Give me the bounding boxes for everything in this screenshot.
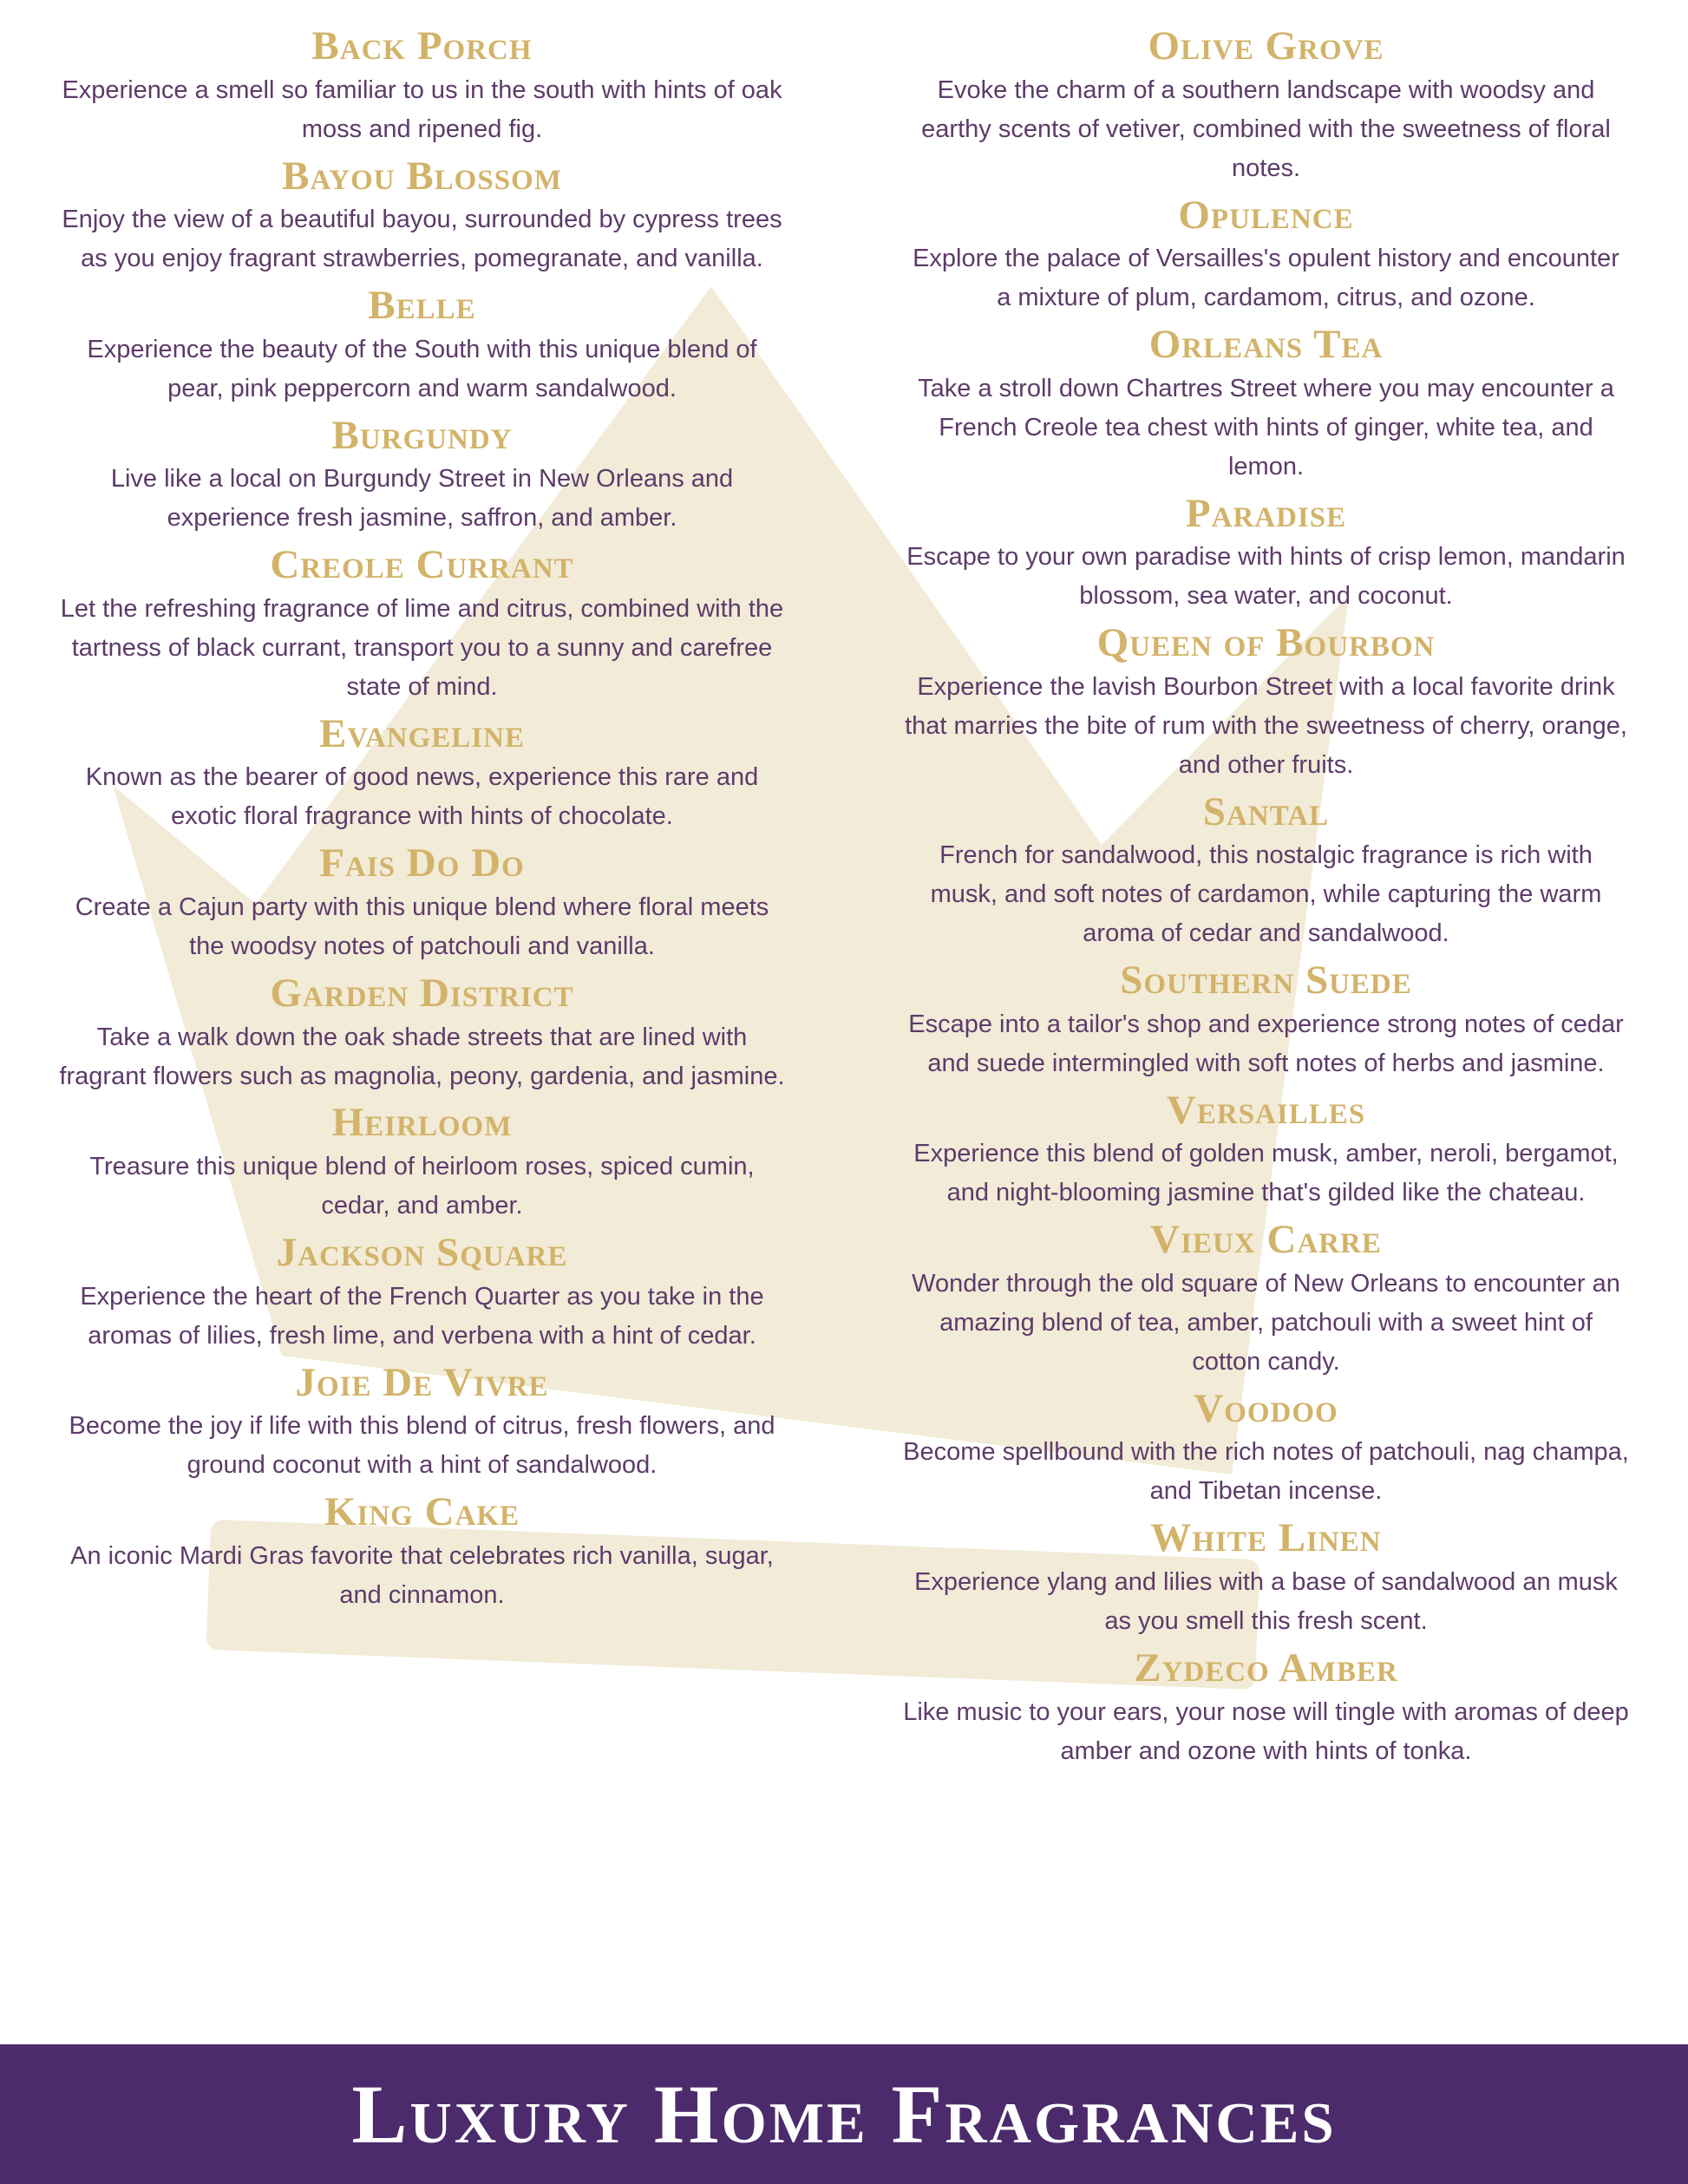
- fragrance-name: White Linen: [1150, 1515, 1382, 1561]
- fragrance-description: Take a walk down the oak shade streets that are lined with fragrant flowers such as magnolia, peony, gardenia, and jasmine.: [59, 1023, 785, 1090]
- fragrance-description: Become the joy if life with this blend of citrus, fresh flowers, and ground coconut with a hint of sandalwood.: [69, 1412, 775, 1480]
- fragrance-jackson-square: [59, 1231, 785, 1356]
- fragrance-joie-de-vivre: [59, 1361, 785, 1486]
- fragrance-description: An iconic Mardi Gras favorite that celebrates rich vanilla, sugar, and cinnamon.: [70, 1541, 774, 1609]
- fragrance-description: Explore the palace of Versailles's opulent history and encounter a mixture of plum, cardamom, citrus, and ozone.: [913, 245, 1619, 312]
- fragrance-description: Experience the lavish Bourbon Street with a local favorite drink that marries the bite of rum with the sweetness of cherry, orange, and other fruits.: [905, 672, 1627, 779]
- fragrance-voodoo: [903, 1387, 1629, 1512]
- fragrance-name: Burgundy: [331, 412, 513, 458]
- fragrance-belle: [59, 284, 785, 409]
- fragrance-name: Voodoo: [1194, 1385, 1338, 1431]
- left-column: [0, 0, 844, 1775]
- fragrance-heirloom: [59, 1101, 785, 1226]
- fragrance-name: Evangeline: [319, 710, 525, 756]
- fragrance-description: French for sandalwood, this nostalgic fragrance is rich with musk, and soft notes of cardamon, while capturing the warm aroma of cedar and sandalwood.: [930, 841, 1602, 948]
- fragrance-name: Santal: [1202, 788, 1330, 834]
- fragrance-name: Vieux Carre: [1150, 1217, 1382, 1263]
- fragrance-description: Known as the bearer of good news, experience this rare and exotic floral fragrance with hints of chocolate.: [85, 763, 759, 831]
- fragrance-olive-grove: [903, 24, 1629, 188]
- banner-title: Luxury Home Fragrances: [351, 2067, 1337, 2161]
- fragrance-name: Queen of Bourbon: [1096, 620, 1436, 666]
- fragrance-back-porch: [59, 24, 785, 149]
- fragrance-name: Opulence: [1178, 192, 1354, 238]
- fragrance-description: Treasure this unique blend of heirloom roses, spiced cumin, cedar, and amber.: [89, 1153, 755, 1220]
- fragrance-description: Evoke the charm of a southern landscape with woodsy and earthy scents of vetiver, combined with the sweetness of floral notes.: [921, 75, 1611, 182]
- fragrance-description: Experience this blend of golden musk, amber, neroli, bergamot, and night-blooming jasmine that's gilded like the chateau.: [913, 1140, 1619, 1207]
- fragrance-creole-currant: [59, 543, 785, 707]
- fragrance-name: Joie De Vivre: [295, 1359, 549, 1405]
- fragrance-name: King Cake: [324, 1489, 520, 1535]
- fragrance-description: Enjoy the view of a beautiful bayou, surrounded by cypress trees as you enjoy fragrant strawberries, pomegranate, and vanilla.: [62, 206, 782, 273]
- fragrance-name: Southern Suede: [1120, 958, 1412, 1004]
- fragrance-description: Wonder through the old square of New Orleans to encounter an amazing blend of tea, amber, patchouli with a sweet hint of cotton candy.: [912, 1269, 1620, 1376]
- fragrance-description: Like music to your ears, your nose will tingle with aromas of deep amber and ozone with hints of tonka.: [903, 1697, 1629, 1765]
- bottom-banner: [0, 2044, 1688, 2184]
- fragrance-white-linen: [903, 1516, 1629, 1641]
- fragrance-burgundy: [59, 414, 785, 539]
- fragrance-name: Heirloom: [331, 1100, 513, 1146]
- fragrance-description: Experience a smell so familiar to us in the south with hints of oak moss and ripened fig.: [62, 75, 782, 143]
- fragrance-paradise: [903, 492, 1629, 617]
- fragrance-santal: [903, 790, 1629, 954]
- fragrance-name: Olive Grove: [1148, 23, 1384, 69]
- fragrance-king-cake: [59, 1490, 785, 1615]
- fragrance-description: Let the refreshing fragrance of lime and citrus, combined with the tartness of black currant, transport you to a sunny and carefree state of mind.: [60, 594, 784, 701]
- fragrance-name: Belle: [368, 283, 476, 329]
- fragrance-garden-district: [59, 971, 785, 1096]
- fragrance-description: Escape into a tailor's shop and experience strong notes of cedar and suede intermingled with soft notes of herbs and jasmine.: [908, 1010, 1624, 1077]
- fragrance-name: Creole Currant: [270, 542, 574, 588]
- fragrance-fais-do-do: [59, 841, 785, 966]
- fragrance-description: Escape to your own paradise with hints of crisp lemon, mandarin blossom, sea water, and coconut.: [906, 543, 1626, 611]
- fragrance-name: Versailles: [1166, 1087, 1366, 1133]
- right-column: [844, 0, 1688, 1775]
- fragrance-description: Experience the heart of the French Quarter as you take in the aromas of lilies, fresh lime, and verbena with a hint of cedar.: [80, 1282, 764, 1350]
- fragrance-queen-of-bourbon: [903, 621, 1629, 785]
- fragrance-zydeco-amber: [903, 1646, 1629, 1771]
- fragrance-orleans-tea: [903, 323, 1629, 487]
- fragrance-vieux-carre: [903, 1218, 1629, 1382]
- fragrance-name: Back Porch: [311, 23, 533, 69]
- fragrance-name: Paradise: [1185, 490, 1347, 536]
- fragrance-southern-suede: [903, 958, 1629, 1083]
- fragrance-name: Zydeco Amber: [1134, 1645, 1398, 1690]
- fragrance-description: Experience the beauty of the South with this unique blend of pear, pink peppercorn and warm sandalwood.: [87, 335, 757, 402]
- fragrance-name: Bayou Blossom: [282, 153, 562, 199]
- fragrance-name: Garden District: [270, 970, 574, 1016]
- fragrance-description: Take a stroll down Chartres Street where you may encounter a French Creole tea chest with hints of ginger, white tea, and lemon.: [918, 374, 1614, 481]
- fragrance-versailles: [903, 1089, 1629, 1213]
- fragrance-name: Fais Do Do: [319, 840, 525, 886]
- fragrance-name: Jackson Square: [276, 1230, 568, 1275]
- fragrance-name: Orleans Tea: [1148, 322, 1384, 368]
- fragrance-description: Create a Cajun party with this unique blend where floral meets the woodsy notes of patchouli and vanilla.: [75, 893, 769, 960]
- fragrance-bayou-blossom: [59, 154, 785, 279]
- fragrance-evangeline: [59, 712, 785, 837]
- fragrance-opulence: [903, 193, 1629, 318]
- fragrance-description: Live like a local on Burgundy Street in New Orleans and experience fresh jasmine, saffron, and amber.: [110, 465, 734, 533]
- fragrance-description: Become spellbound with the rich notes of patchouli, nag champa, and Tibetan incense.: [903, 1438, 1629, 1506]
- fragrance-description: Experience ylang and lilies with a base of sandalwood an musk as you smell this fresh scent.: [914, 1568, 1618, 1635]
